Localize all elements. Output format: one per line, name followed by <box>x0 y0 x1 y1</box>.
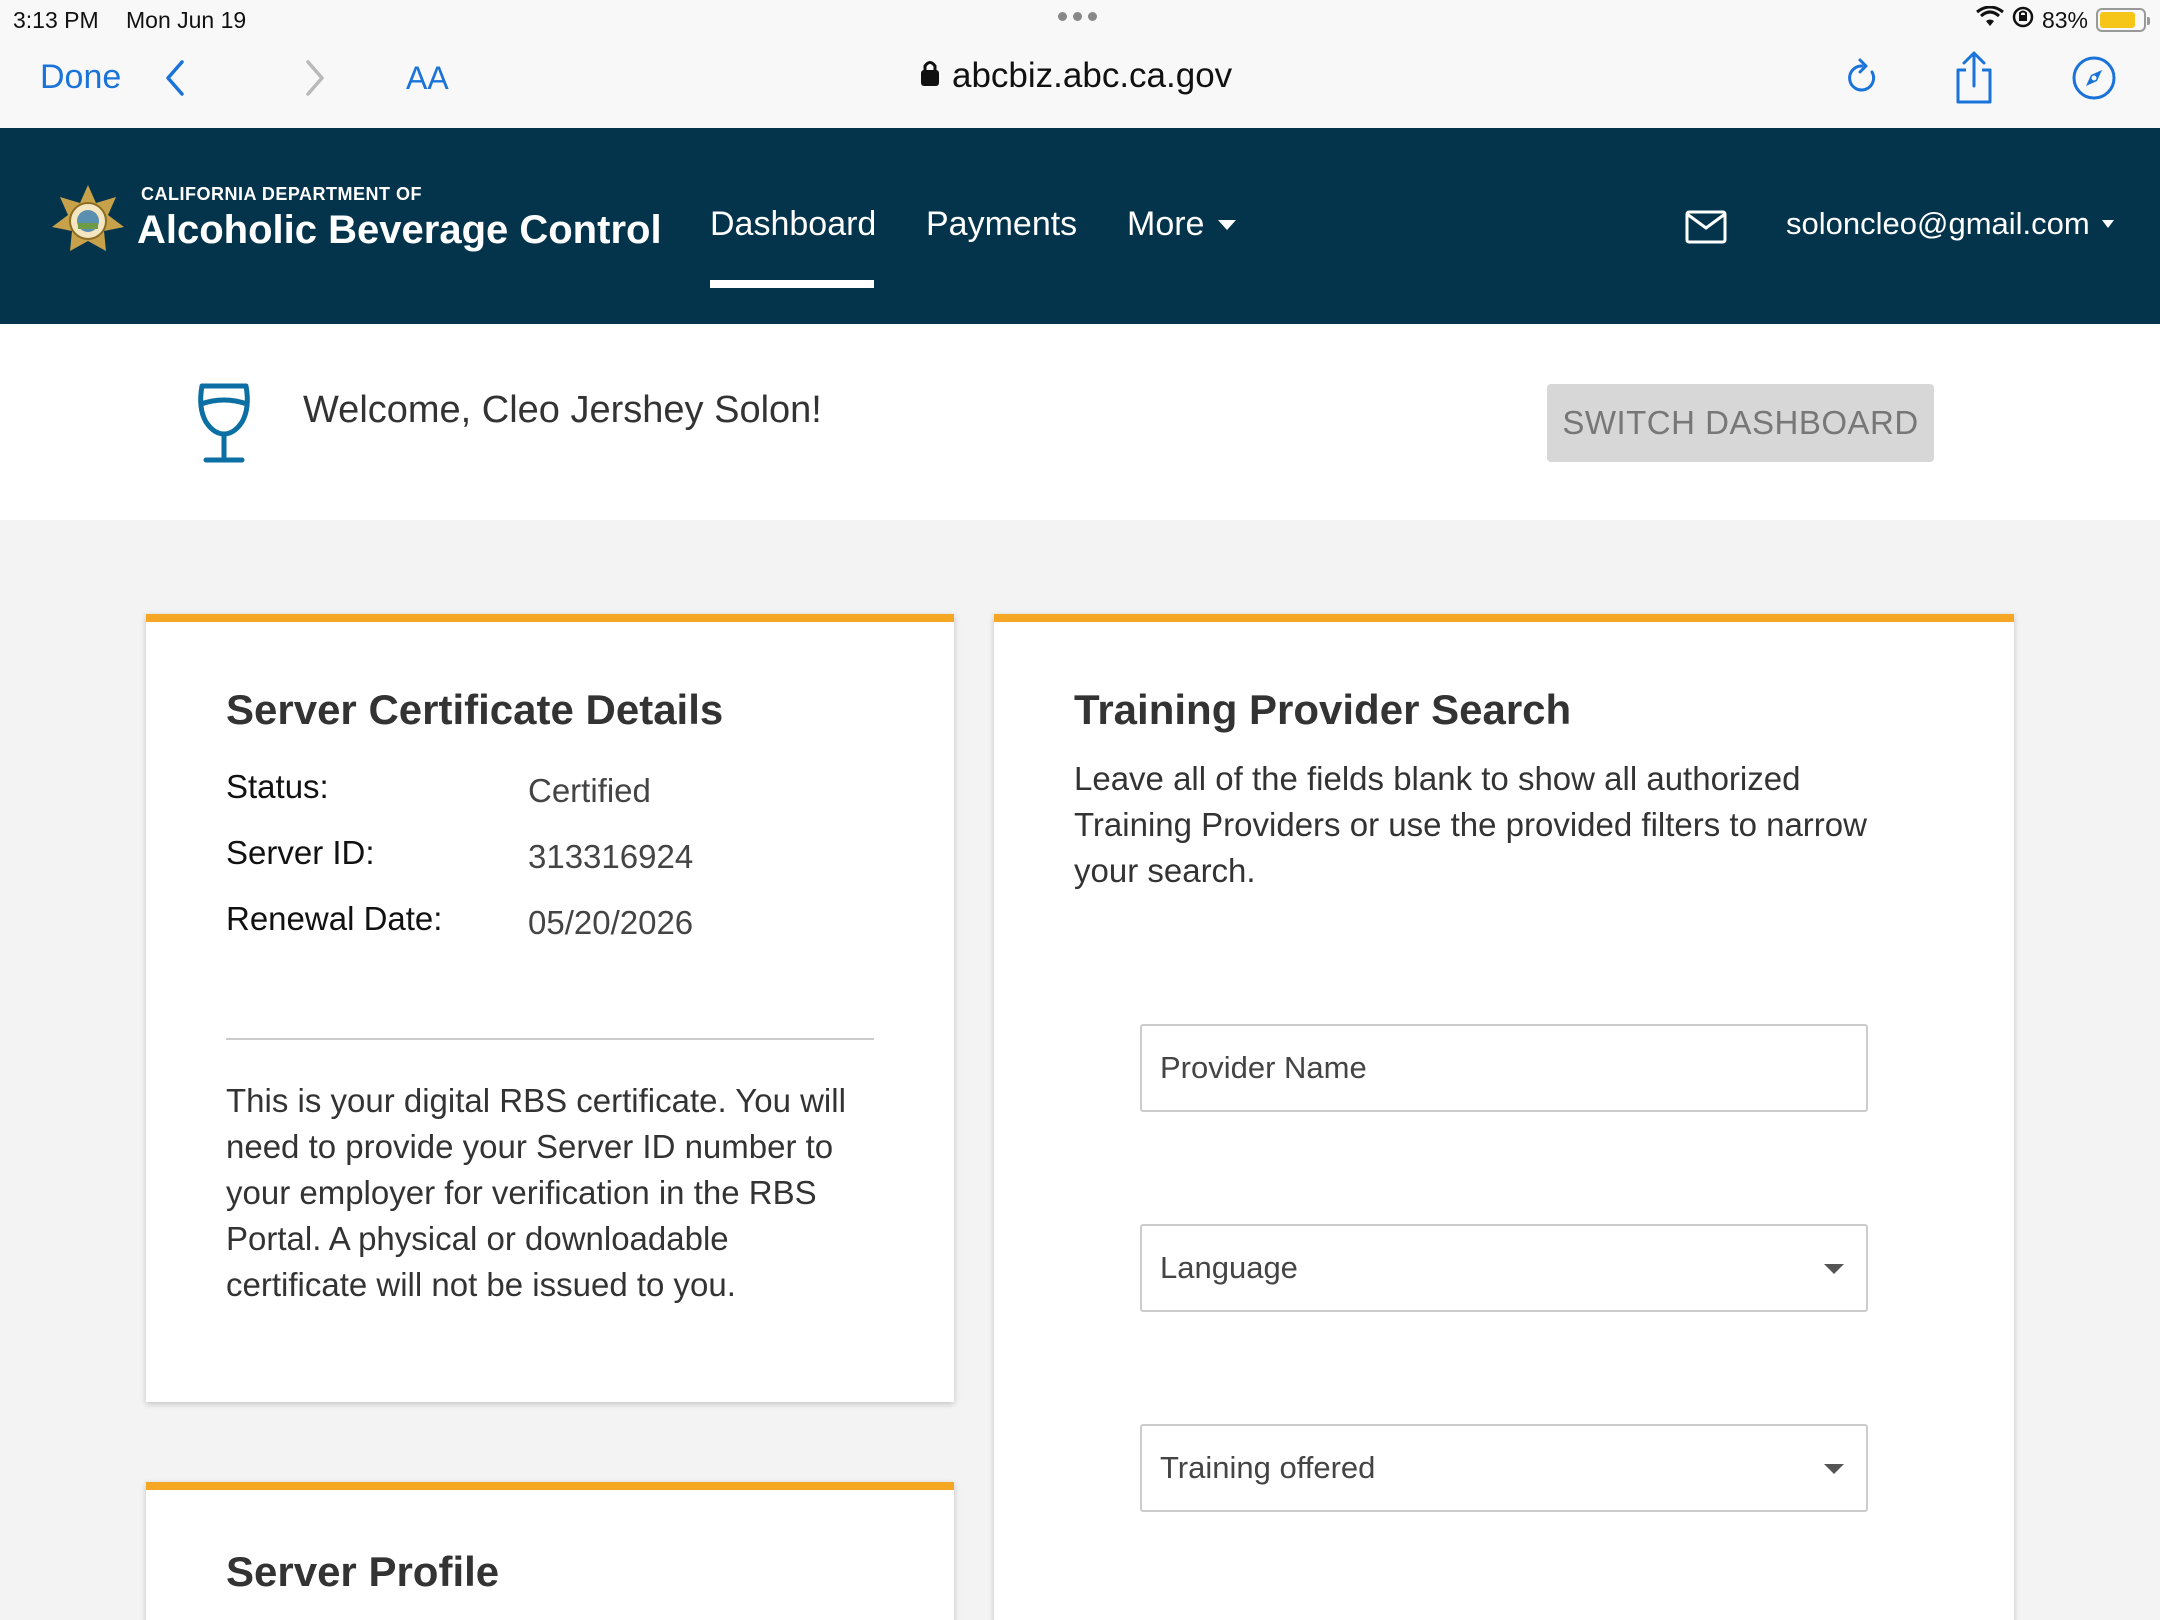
training-description: Leave all of the fields blank to show all authorized Training Providers or use the provided filters to narrow your search. <box>1074 760 1867 889</box>
certificate-card <box>146 614 954 1402</box>
profile-title: Server Profile <box>226 1548 500 1595</box>
welcome-band <box>0 324 2160 520</box>
dept-name[interactable]: Alcoholic Beverage Control <box>137 208 662 252</box>
chevron-down-icon <box>1824 1464 1844 1474</box>
forward-icon[interactable] <box>302 56 328 105</box>
orientation-lock-icon <box>2012 6 2034 34</box>
battery-icon <box>2096 8 2146 32</box>
chevron-down-icon <box>1824 1264 1844 1274</box>
abc-seal-logo[interactable] <box>50 183 126 264</box>
provider-name-input[interactable] <box>1142 1026 1866 1110</box>
mail-icon[interactable] <box>1685 210 1727 249</box>
active-nav-indicator <box>710 280 874 288</box>
site-header <box>0 128 2160 324</box>
certificate-note: This is your digital RBS certificate. You will need to provide your Server ID number to your employer for verification in the RBS Portal. A physical or downloadable certificate will not be issued to you. <box>226 1082 846 1303</box>
server-profile-card <box>146 1482 954 1620</box>
status-bar <box>0 0 2160 40</box>
chevron-down-icon <box>1218 220 1236 230</box>
server-id-label: Server ID: <box>226 834 375 871</box>
browser-toolbar <box>0 40 2160 128</box>
status-label: Status: <box>226 768 329 805</box>
reload-icon[interactable] <box>1842 56 1882 105</box>
provider-name-field[interactable] <box>1140 1024 1868 1112</box>
user-email: soloncleo@gmail.com <box>1786 206 2090 241</box>
user-menu[interactable] <box>1786 206 2114 242</box>
language-select-value: Language <box>1160 1250 1298 1285</box>
nav-payments[interactable]: Payments <box>926 205 1078 243</box>
renewal-date-value: 05/20/2026 <box>528 904 694 941</box>
certificate-title: Server Certificate Details <box>226 686 724 733</box>
training-offered-select[interactable] <box>1140 1424 1868 1512</box>
battery-percent: 83% <box>2041 6 2088 33</box>
address-bar[interactable] <box>920 56 1232 96</box>
renewal-date-label: Renewal Date: <box>226 900 443 937</box>
training-search-card <box>994 614 2014 1620</box>
back-icon[interactable] <box>162 56 188 105</box>
training-offered-value: Training offered <box>1160 1450 1376 1485</box>
url-text: abcbiz.abc.ca.gov <box>952 56 1233 95</box>
divider <box>226 1038 874 1040</box>
training-title: Training Provider Search <box>1074 686 1572 733</box>
server-id-value: 313316924 <box>528 838 694 875</box>
text-size-button[interactable]: AA <box>406 60 449 96</box>
nav-more[interactable] <box>1127 205 1236 244</box>
status-time: 3:13 PM <box>13 7 99 33</box>
multitasking-dots[interactable] <box>1058 12 1097 21</box>
welcome-message: Welcome, Cleo Jershey Solon! <box>303 389 822 431</box>
nav-more-label: More <box>1127 205 1205 243</box>
done-button[interactable]: Done <box>40 58 122 96</box>
lock-icon <box>920 56 940 96</box>
wifi-icon <box>1976 6 2004 34</box>
caret-down-icon <box>2102 220 2114 228</box>
nav-dashboard[interactable]: Dashboard <box>710 205 877 243</box>
share-icon[interactable] <box>1952 50 1996 111</box>
switch-dashboard-button[interactable]: SWITCH DASHBOARD <box>1547 384 1934 462</box>
dept-label: CALIFORNIA DEPARTMENT OF <box>141 184 422 204</box>
status-date: Mon Jun 19 <box>126 7 247 33</box>
status-value: Certified <box>528 772 651 809</box>
wine-glass-icon <box>192 382 256 471</box>
compass-icon[interactable] <box>2070 54 2118 107</box>
language-select[interactable] <box>1140 1224 1868 1312</box>
